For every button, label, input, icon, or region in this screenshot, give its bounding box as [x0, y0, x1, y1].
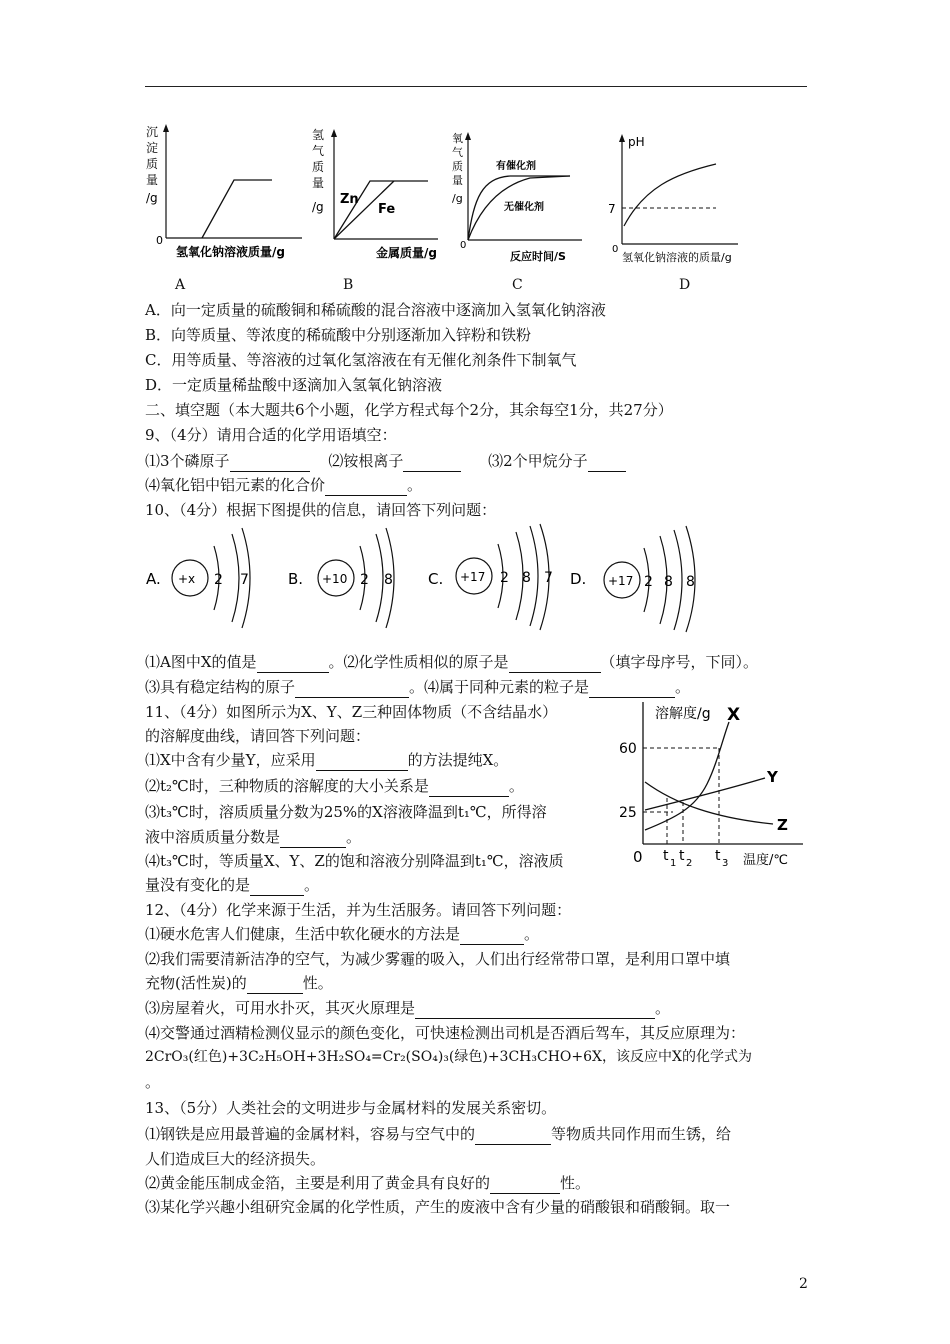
atom-b	[288, 528, 394, 628]
q13-line-1	[145, 1123, 731, 1145]
sol-tick-25: 25	[619, 805, 637, 821]
section-2-heading: 二、填空题（本大题共6个小题，化学方程式每个2分，其余每空1分，共27分）	[145, 401, 673, 419]
q13-l3b: 性。	[560, 1174, 591, 1192]
sol-t1: t	[663, 848, 669, 864]
q12-blank-3[interactable]	[415, 1002, 655, 1019]
graph-a-caption: A	[175, 277, 186, 293]
graph-d-origin: 0	[612, 244, 619, 255]
graph-a-origin: 0	[156, 234, 163, 247]
q11-blank-3[interactable]	[280, 831, 346, 848]
q9-line-2	[145, 474, 422, 496]
solubility-chart	[615, 698, 815, 876]
sol-label-z: Z	[777, 816, 788, 834]
q11-line-2: 的溶解度曲线，请回答下列问题：	[145, 727, 371, 745]
option-b: B．向等质量、等浓度的稀硫酸中分别逐渐加入锌粉和铁粉	[145, 326, 532, 344]
q10-l1c: （填字母序号，下同）。	[600, 653, 759, 671]
q11-l8b: 。	[304, 876, 320, 894]
atom-a-nucleus: +x	[178, 572, 196, 586]
sol-label-x: X	[727, 705, 741, 725]
graph-a-ylabel-1: 沉	[146, 125, 159, 139]
q13-l3a: ⑵黄金能压制成金箔，主要是利用了黄金具有良好的	[145, 1174, 491, 1192]
graph-a-ylabel-2: 淀	[146, 141, 159, 155]
sol-t2-sub: 2	[686, 858, 693, 869]
sol-t1-sub: 1	[670, 858, 677, 869]
sol-t2: t	[679, 848, 685, 864]
sol-origin: 0	[633, 848, 643, 866]
q9-blank-1[interactable]	[230, 455, 310, 472]
q11-line-5: ⑶t₃℃时，溶质质量分数为25%的X溶液降温到t₁℃，所得溶	[145, 803, 547, 821]
q13-line-2: 人们造成巨大的经济损失。	[145, 1150, 326, 1168]
q13-title: 13、（5分）人类社会的文明进步与金属材料的发展关系密切。	[145, 1099, 557, 1117]
q11-title: 11、（4分）如图所示为X、Y、Z三种固体物质（不含结晶水）	[145, 703, 558, 721]
atom-d-shell-3: 8	[686, 574, 695, 590]
q11-line-8	[145, 874, 319, 896]
graph-b-ylabel-2: 气	[312, 144, 325, 158]
q9-p3: ⑶2个甲烷分子	[488, 452, 588, 470]
atom-c-shell-1: 2	[500, 570, 509, 586]
q11-l3a: ⑴X中含有少量Y，应采用	[145, 751, 316, 769]
q11-l8a: 量没有变化的是	[145, 876, 251, 894]
q11-line-7: ⑷t₃℃时，等质量X、Y、Z的饱和溶液分别降温到t₁℃，溶液质	[145, 852, 564, 870]
graph-b-ylabel-3: 质	[312, 160, 325, 174]
graph-c-ylabel-5: /g	[452, 192, 463, 205]
graph-b-fe: Fe	[378, 202, 396, 217]
q12-l3a: 充物(活性炭)的	[145, 974, 247, 992]
q10-l1a: ⑴A图中X的值是	[145, 653, 257, 671]
atom-c-nucleus: +17	[460, 570, 486, 584]
graph-a-ylabel-3: 质	[146, 157, 159, 171]
q13-line-3	[145, 1172, 590, 1194]
atom-b-nucleus: +10	[322, 572, 348, 586]
q9-end: 。	[407, 476, 423, 494]
graph-c-xlabel: 反应时间/S	[510, 250, 566, 263]
q10-blank-1[interactable]	[257, 656, 329, 673]
atom-d-nucleus: +17	[608, 574, 634, 588]
q11-blank-2[interactable]	[429, 780, 509, 797]
q11-l6b: 。	[346, 828, 362, 846]
graph-b-caption: B	[343, 277, 354, 293]
atom-d-shell-2: 8	[664, 574, 673, 590]
atom-c-shell-3: 7	[544, 570, 553, 586]
graph-b	[310, 125, 445, 270]
q12-line-2: ⑵我们需要清新洁净的空气，为减少雾霾的吸入，人们出行经常带口罩，是利用口罩中填	[145, 950, 731, 968]
q12-line-4	[145, 997, 670, 1019]
q12-l1a: ⑴硬水危害人们健康，生活中软化硬水的方法是	[145, 925, 461, 943]
option-d: D．一定质量稀盐酸中逐滴加入氢氧化钠溶液	[145, 376, 443, 394]
q12-l1b: 。	[524, 925, 540, 943]
q13-blank-1[interactable]	[475, 1128, 551, 1145]
atom-a	[146, 528, 250, 628]
atom-d-shell-1: 2	[644, 574, 653, 590]
q11-l6a: 液中溶质质量分数是	[145, 828, 281, 846]
graph-c-ylabel-4: 量	[452, 174, 463, 187]
q9-blank-2[interactable]	[403, 455, 461, 472]
graph-c-ylabel-2: 气	[452, 146, 463, 159]
atom-c-letter: C.	[428, 570, 444, 588]
graph-d-ylabel: pH	[628, 135, 645, 149]
atom-b-letter: B.	[288, 570, 304, 588]
graph-c-ylabel-1: 氧	[452, 132, 463, 145]
graph-c-ylabel-3: 质	[452, 160, 463, 173]
q11-l3b: 的方法提纯X。	[407, 751, 509, 769]
page-number: 2	[799, 1276, 808, 1292]
graph-c-origin: 0	[460, 240, 467, 251]
q9-blank-3[interactable]	[588, 455, 626, 472]
graph-c-caption: C	[512, 277, 523, 293]
q10-l2a: ⑶具有稳定结构的原子	[145, 678, 296, 696]
graph-c-no-catalyst: 无催化剂	[504, 202, 544, 213]
q11-blank-4[interactable]	[250, 879, 304, 896]
q12-line-6: 2CrO₃(红色)+3C₂H₅OH+3H₂SO₄=Cr₂(SO₄)₃(绿色)+3CH₃CHO+6X，该反应中X的化学式为	[145, 1049, 752, 1065]
atom-b-shell-2: 8	[384, 572, 393, 588]
q11-line-6	[145, 826, 361, 848]
sol-t3: t	[715, 848, 721, 864]
q13-l1a: ⑴钢铁是应用最普遍的金属材料，容易与空气中的	[145, 1125, 476, 1143]
atom-d	[570, 526, 695, 632]
q13-line-4: ⑶某化学兴趣小组研究金属的化学性质，产生的废液中含有少量的硝酸银和硝酸铜。取一	[145, 1198, 731, 1216]
q10-l2b: 。⑷属于同种元素的粒子是	[409, 678, 590, 696]
atom-a-shell-1: 2	[214, 572, 223, 588]
q12-blank-2[interactable]	[247, 977, 303, 994]
header-rule	[145, 86, 807, 87]
graph-c-catalyst: 有催化剂	[496, 161, 536, 172]
q10-title: 10、（4分）根据下图提供的信息，请回答下列问题：	[145, 501, 497, 519]
graph-d-xlabel: 氢氧化钠溶液的质量/g	[622, 251, 732, 264]
q10-line-1	[145, 651, 758, 673]
atom-b-shell-1: 2	[360, 572, 369, 588]
q9-title: 9、（4分）请用合适的化学用语填空：	[145, 426, 397, 444]
atom-structures	[140, 520, 720, 635]
atom-d-letter: D.	[570, 570, 587, 588]
q10-l1b: 。⑵化学性质相似的原子是	[328, 653, 509, 671]
q11-line-4	[145, 775, 524, 797]
sol-tick-60: 60	[619, 741, 637, 757]
q11-l4a: ⑵t₂℃时，三种物质的溶解度的大小关系是	[145, 777, 429, 795]
q9-p4: ⑷氧化铝中铝元素的化合价	[145, 476, 326, 494]
graph-b-ylabel-4: 量	[312, 176, 325, 190]
q9-blank-4[interactable]	[325, 479, 407, 496]
q12-l4a: ⑶房屋着火，可用水扑灭，其灭火原理是	[145, 999, 416, 1017]
sol-label-y: Y	[767, 768, 778, 786]
q9-line-1	[145, 450, 626, 472]
q12-l3b: 性。	[302, 974, 333, 992]
atom-a-letter: A.	[146, 570, 161, 588]
sol-ylabel: 溶解度/g	[655, 706, 711, 722]
q9-p2: ⑵铵根离子	[328, 452, 404, 470]
q12-line-7: 。	[145, 1073, 161, 1091]
graph-b-xlabel: 金属质量/g	[376, 246, 437, 260]
option-a: A．向一定质量的硫酸铜和稀硫酸的混合溶液中逐滴加入氢氧化钠溶液	[145, 301, 606, 319]
graph-b-ylabel-5: /g	[312, 200, 324, 214]
q10-blank-4[interactable]	[589, 681, 675, 698]
graph-d-seven: 7	[608, 202, 616, 216]
q13-blank-2[interactable]	[490, 1177, 560, 1194]
q11-line-3	[145, 749, 508, 771]
q11-blank-1[interactable]	[316, 754, 408, 771]
graph-a-xlabel: 氢氧化钠溶液质量/g	[176, 245, 285, 259]
graph-d	[604, 130, 764, 270]
graph-c	[450, 128, 590, 268]
q11-l4b: 。	[508, 777, 524, 795]
q12-line-1	[145, 923, 539, 945]
sol-t3-sub: 3	[722, 858, 729, 869]
q13-l1b: 等物质共同作用而生锈，给	[551, 1125, 732, 1143]
q10-l2c: 。	[675, 678, 691, 696]
graph-a-ylabel-4: 量	[146, 173, 159, 187]
graph-a-ylabel-5: /g	[146, 191, 158, 205]
graph-d-caption: D	[679, 277, 691, 293]
graph-b-zn: Zn	[340, 192, 359, 207]
atom-c	[428, 524, 553, 630]
q10-line-2	[145, 676, 690, 698]
q10-blank-3[interactable]	[295, 681, 409, 698]
q12-line-3	[145, 972, 333, 994]
graph-b-ylabel-1: 氢	[312, 128, 325, 142]
atom-c-shell-2: 8	[522, 570, 531, 586]
sol-xlabel: 温度/℃	[743, 853, 788, 868]
option-c: C．用等质量、等溶液的过氧化氢溶液在有无催化剂条件下制氧气	[145, 351, 577, 369]
q9-p1: ⑴3个磷原子	[145, 452, 230, 470]
graph-a	[140, 120, 310, 270]
q12-l4b: 。	[655, 999, 671, 1017]
q10-blank-2[interactable]	[509, 656, 601, 673]
q12-blank-1[interactable]	[460, 928, 524, 945]
q12-line-5: ⑷交警通过酒精检测仪显示的颜色变化，可快速检测出司机是否酒后驾车，其反应原理为：	[145, 1024, 746, 1042]
atom-a-shell-2: 7	[240, 572, 249, 588]
q12-title: 12、（4分）化学来源于生活，并为生活服务。请回答下列问题：	[145, 901, 572, 919]
